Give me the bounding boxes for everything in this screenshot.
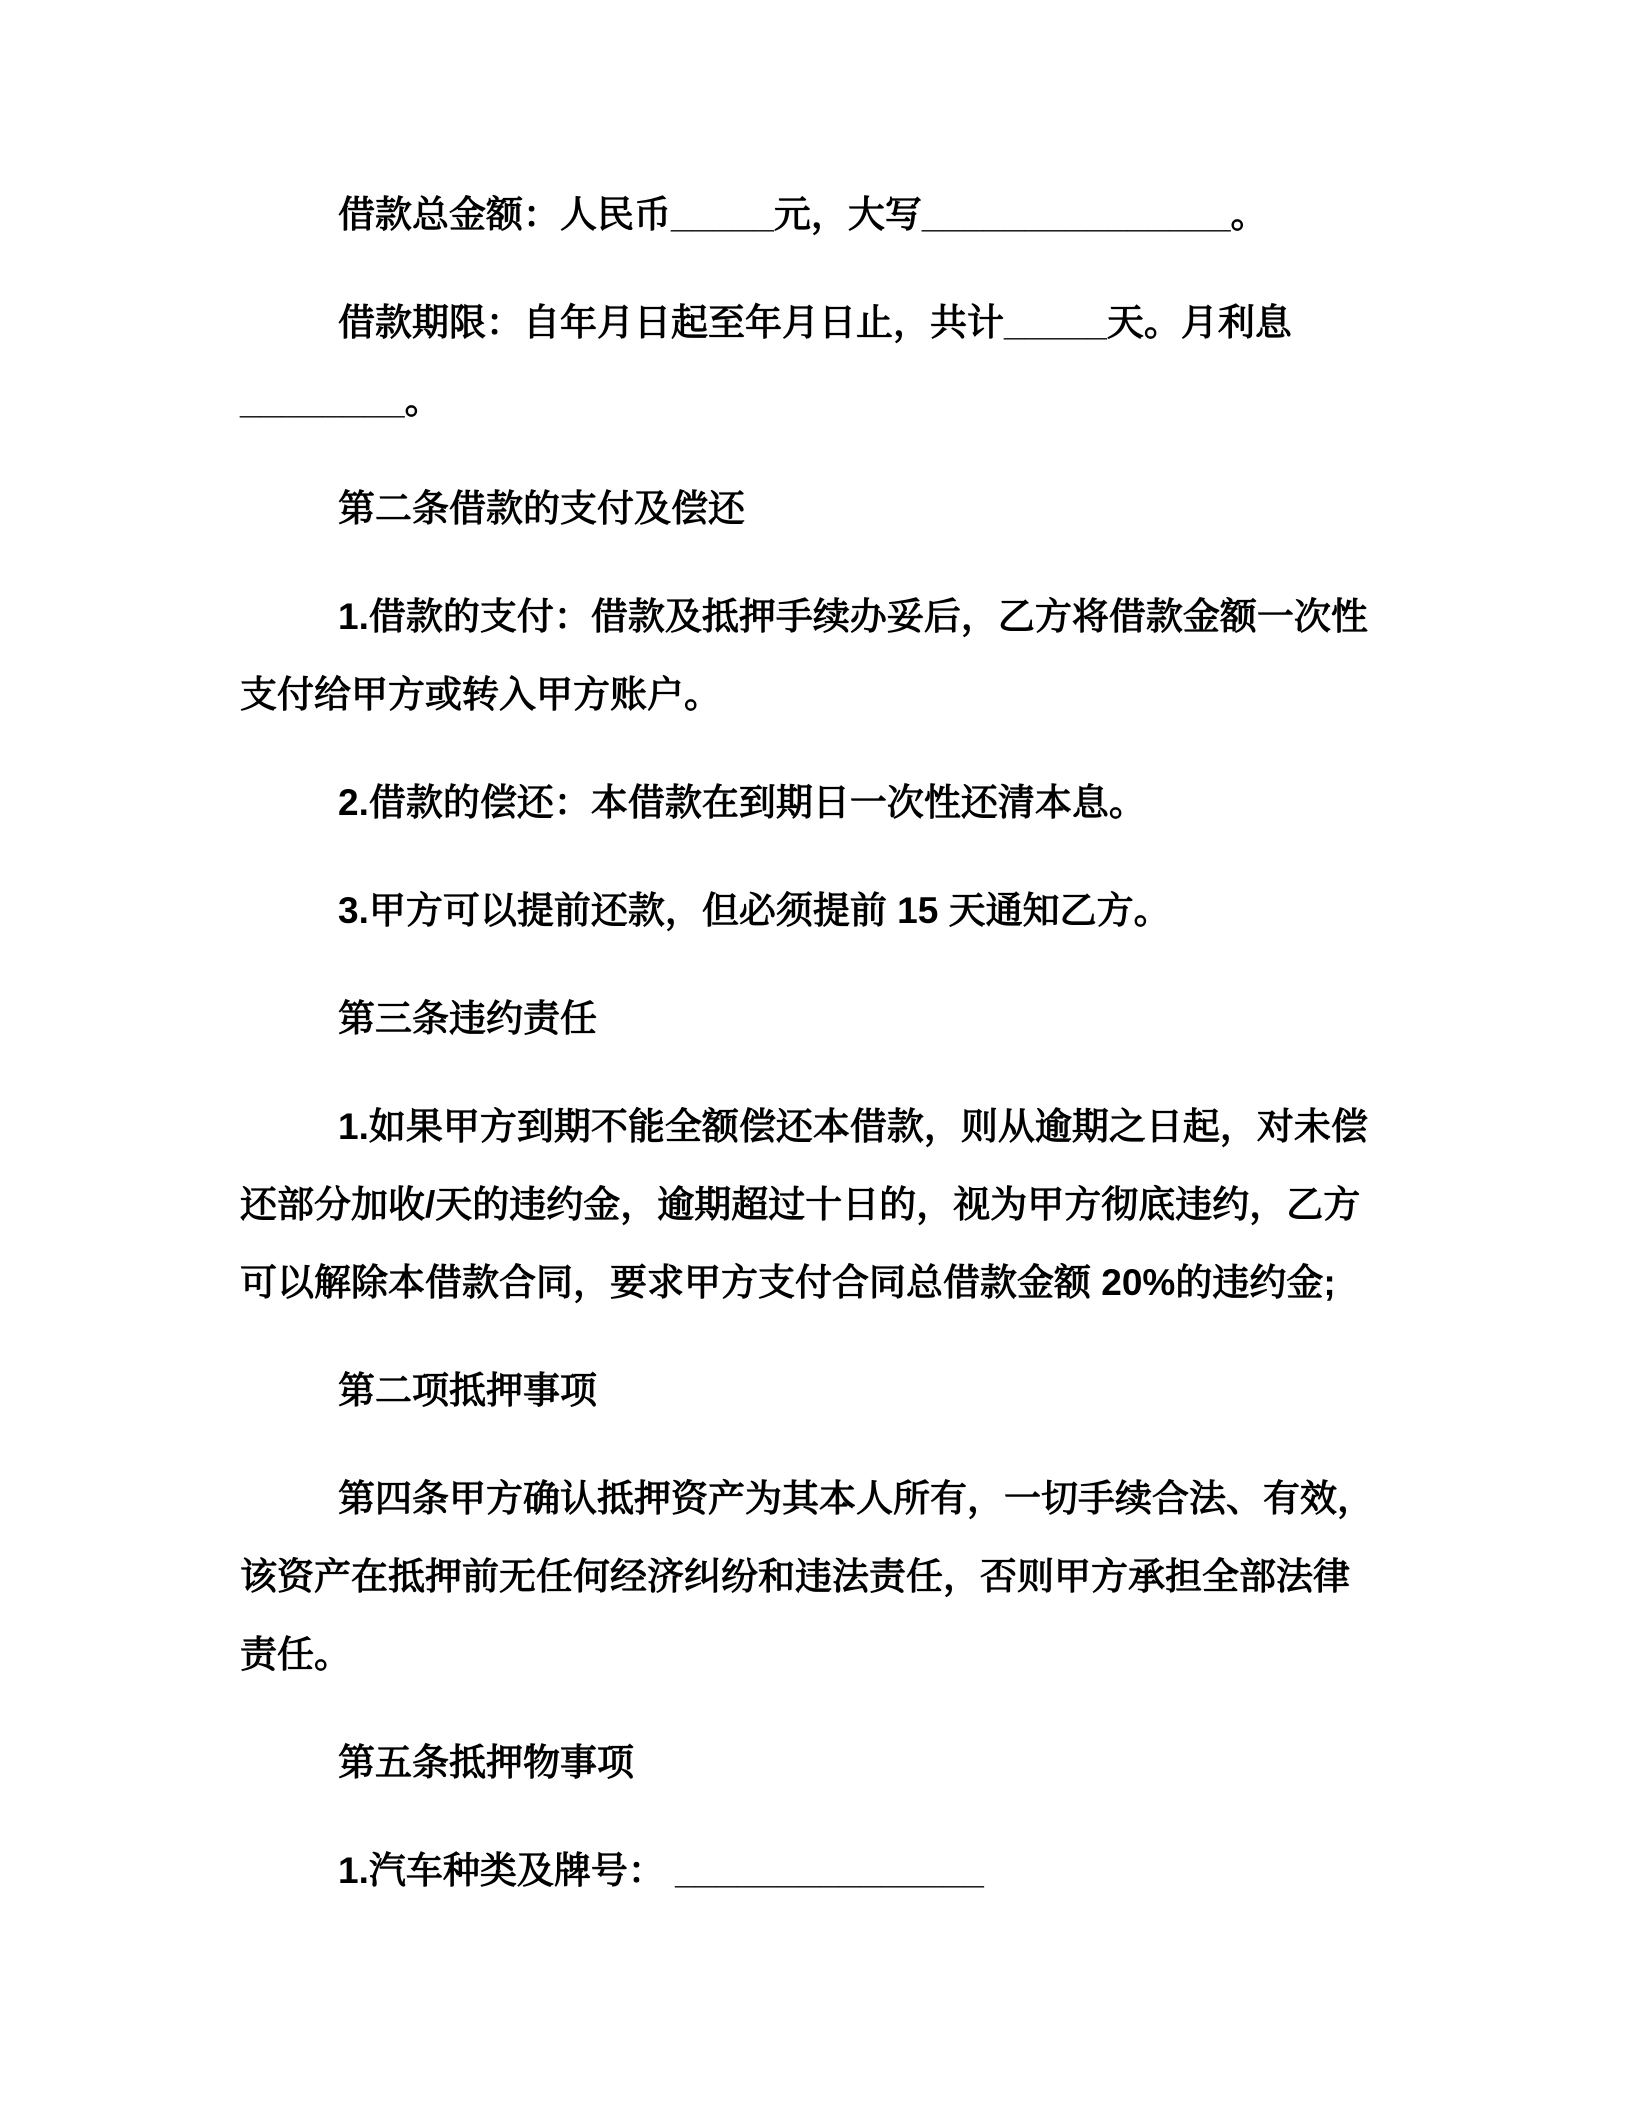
paragraph [240, 1460, 1400, 1694]
document-body [240, 176, 1400, 1910]
paragraph [240, 980, 1400, 1058]
paragraph-first-line: 第二项抵押事项 [338, 1370, 597, 1411]
paragraph-wrap-line: ________。 [240, 380, 442, 421]
paragraph-wrap-line: 该资产在抵押前无任何经济纠纷和违法责任，否则甲方承担全部法律 [240, 1556, 1350, 1597]
paragraph-wrap-line: 支付给甲方或转入甲方账户。 [240, 674, 721, 715]
paragraph-first-line: 第三条违约责任 [338, 998, 597, 1039]
paragraph [240, 176, 1400, 254]
paragraph [240, 1352, 1400, 1430]
paragraph [240, 764, 1400, 842]
paragraph-wrap-line: 可以解除本借款合同，要求甲方支付合同总借款金额 20%的违约金; [240, 1262, 1336, 1303]
paragraph-first-line: 3.甲方可以提前还款，但必须提前 15 天通知乙方。 [338, 890, 1171, 931]
paragraph [240, 1832, 1400, 1910]
paragraph-first-line: 1.如果甲方到期不能全额偿还本借款，则从逾期之日起，对未偿 [338, 1106, 1368, 1147]
paragraph-wrap-line: 还部分加收/天的违约金，逾期超过十日的，视为甲方彻底违约，乙方 [240, 1184, 1361, 1225]
paragraph-first-line: 借款总金额：人民币_____元，大写_______________。 [338, 194, 1268, 235]
paragraph-first-line: 第五条抵押物事项 [338, 1742, 634, 1783]
paragraph [240, 872, 1400, 950]
paragraph [240, 1088, 1400, 1322]
paragraph [240, 284, 1400, 440]
paragraph [240, 470, 1400, 548]
paragraph-first-line: 第二条借款的支付及偿还 [338, 488, 745, 529]
paragraph-first-line: 2.借款的偿还：本借款在到期日一次性还清本息。 [338, 782, 1146, 823]
paragraph [240, 578, 1400, 734]
paragraph-wrap-line: 责任。 [240, 1634, 351, 1675]
paragraph-first-line: 1.汽车种类及牌号： _______________ [338, 1850, 984, 1891]
paragraph-first-line: 借款期限：自年月日起至年月日止，共计_____天。月利息 [338, 302, 1292, 343]
paragraph-first-line: 1.借款的支付：借款及抵押手续办妥后，乙方将借款金额一次性 [338, 596, 1368, 637]
paragraph [240, 1724, 1400, 1802]
paragraph-first-line: 第四条甲方确认抵押资产为其本人所有，一切手续合法、有效， [338, 1478, 1374, 1519]
